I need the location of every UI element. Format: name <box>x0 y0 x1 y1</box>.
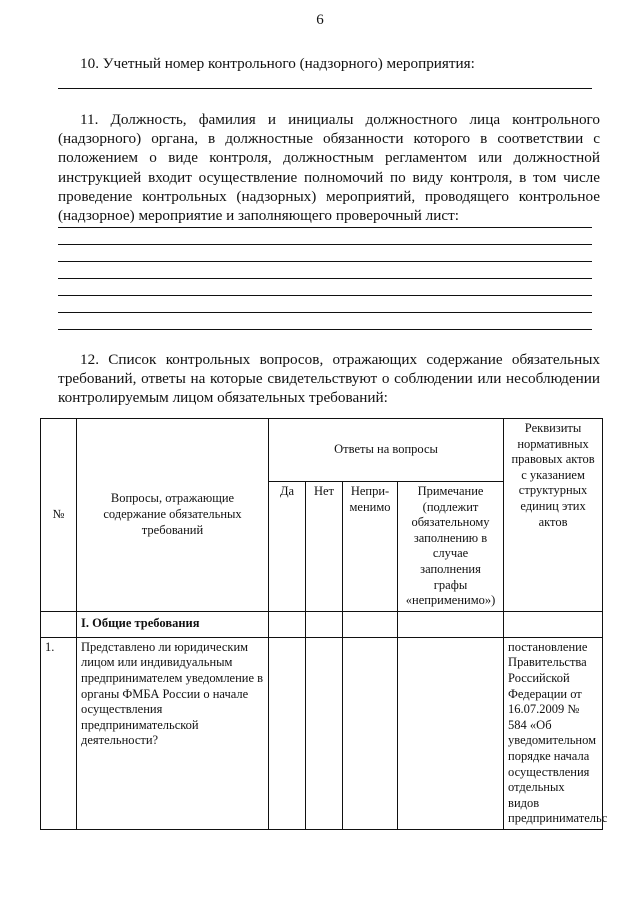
item-11-fill-line <box>58 312 592 313</box>
section-number-cell <box>41 611 77 637</box>
item-11-fill-line <box>58 244 592 245</box>
header-number: № <box>41 419 77 612</box>
item-11-fill-line <box>58 261 592 262</box>
header-answers: Ответы на вопросы <box>269 419 504 482</box>
header-yes: Да <box>269 482 306 612</box>
section-empty-cell <box>343 611 398 637</box>
item-11-fill-line <box>58 329 592 330</box>
header-questions: Вопросы, отражающие содержание обязательных требований <box>77 419 269 612</box>
row-note[interactable] <box>398 637 504 829</box>
header-requisites: Реквизиты нормативных правовых актов с указанием структурных единиц этих актов <box>504 419 603 612</box>
page-number: 6 <box>316 12 324 28</box>
checklist-table <box>40 418 608 830</box>
section-row <box>41 611 603 637</box>
row-answer-no[interactable] <box>306 637 343 829</box>
row-question: Представлено ли юридическим лицом или индивидуальным предпринимателем уведомление в органы ФМБА России о начале осуществления предпринимательской деятельности? <box>77 637 269 829</box>
row-requisites: постановление Правительства Российской Федерации от 16.07.2009 № 584 «Об уведомительном порядке начала осуществления отдельных видов предпринимательс <box>504 637 603 829</box>
header-not-applicable: Непри-менимо <box>343 482 398 612</box>
row-answer-yes[interactable] <box>269 637 306 829</box>
item-11-fill-line <box>58 278 592 279</box>
row-number: 1. <box>41 637 77 829</box>
section-empty-cell <box>306 611 343 637</box>
item-11-text: 11. Должность, фамилия и инициалы должностного лица контрольного (надзорного) органа, в должностные обязанности которого в соответствии с положением о виде контроля, должностным регламентом или должностной инструкцией входит осуществление полномочий по виду контроля, в том числе проведение контрольных (надзорных) мероприятий, проводящего контрольное (надзорное) мероприятие и заполняющего проверочный лист: <box>58 111 600 225</box>
item-11-fill-line <box>58 295 592 296</box>
table-row <box>41 637 603 829</box>
item-10-fill-line <box>58 88 592 89</box>
header-no: Нет <box>306 482 343 612</box>
section-empty-cell <box>269 611 306 637</box>
row-answer-not-applicable[interactable] <box>343 637 398 829</box>
item-11-fill-line <box>58 227 592 228</box>
section-empty-cell <box>398 611 504 637</box>
section-title: I. Общие требования <box>77 611 269 637</box>
section-empty-cell <box>504 611 603 637</box>
item-10-text: 10. Учетный номер контрольного (надзорного) мероприятия: <box>80 55 475 72</box>
header-note: Примечание (подлежит обязательному заполнению в случае заполнения графы «неприменимо») <box>398 482 504 612</box>
item-12-text: 12. Список контрольных вопросов, отражающих содержание обязательных требований, ответы на которые свидетельствуют о соблюдении или несоблюдении контролируемым лицом обязательных требований: <box>58 351 600 407</box>
table-header-row <box>41 419 603 482</box>
